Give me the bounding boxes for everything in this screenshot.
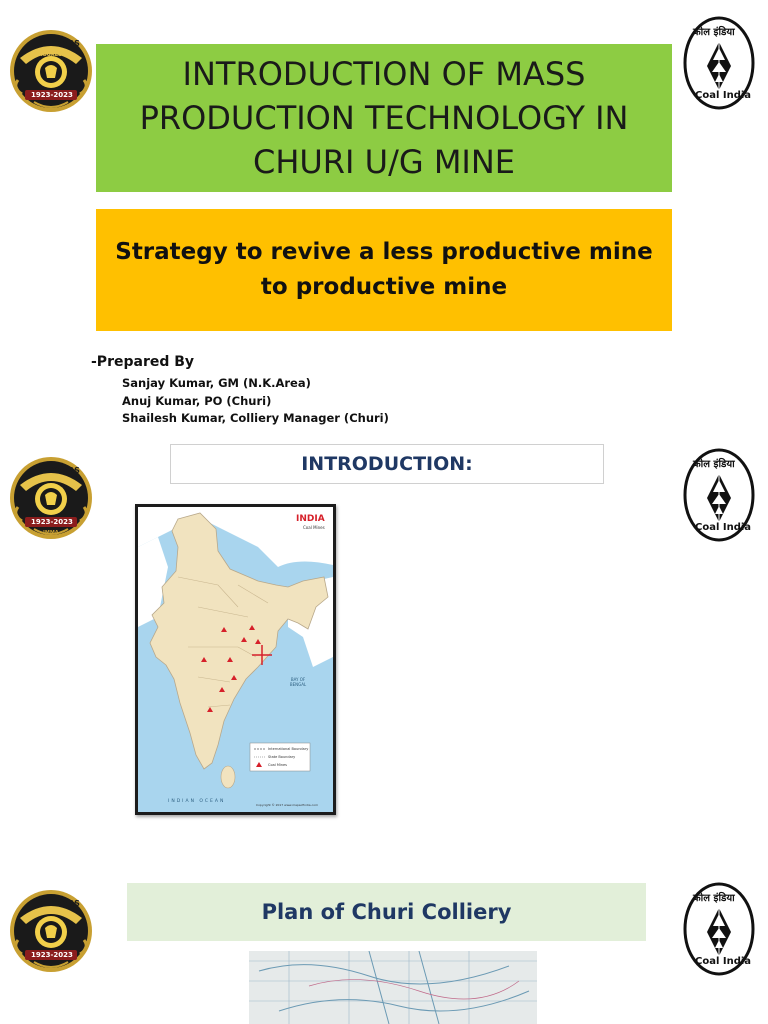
- coal-india-logo-english: Coal India: [695, 956, 752, 967]
- imma-logo-years: 1923-2023: [31, 91, 73, 99]
- coal-india-logo-hindi: कोल इंडिया: [693, 27, 735, 38]
- coal-india-logo-english: Coal India: [695, 90, 752, 101]
- imma-logo: [8, 28, 94, 119]
- imma-logo-years: 1923-2023: [31, 951, 73, 959]
- imma-logo-bottom: IMMA: [43, 530, 59, 536]
- slide-title: INTRODUCTION OF MASS PRODUCTION TECHNOLOGY IN CHURI U/G MINE: [139, 55, 629, 181]
- map-legend-item: International Boundary: [268, 747, 309, 751]
- coal-india-logo: [683, 448, 755, 547]
- plan-heading: Plan of Churi Colliery: [261, 900, 512, 924]
- author-line: Anuj Kumar, PO (Churi): [122, 394, 272, 408]
- slide-title-banner: [96, 44, 672, 192]
- map-title: INDIA: [296, 514, 325, 524]
- imma-logo-top-arc: 100 YEARS: [31, 899, 80, 908]
- introduction-heading-box: [170, 444, 604, 484]
- map-sea-label: INDIAN OCEAN: [168, 799, 226, 804]
- prepared-by-label: -Prepared By: [91, 354, 195, 370]
- map-bay-label: BAY OF BENGAL: [289, 677, 307, 687]
- imma-logo: [8, 888, 94, 979]
- coal-india-logo-hindi: कोल इंडिया: [693, 893, 735, 904]
- colliery-plan-image: [249, 951, 537, 1024]
- slide-subtitle: Strategy to revive a less productive mine to productive mine: [115, 239, 653, 300]
- plan-heading-box: [127, 883, 646, 941]
- imma-logo-middle: PROGRESS: [35, 52, 66, 58]
- map-legend-item: State Boundary: [268, 755, 296, 759]
- imma-logo-top-arc: 100 YEARS: [31, 39, 80, 48]
- author-line: Shailesh Kumar, Colliery Manager (Churi): [122, 411, 389, 425]
- india-coal-mines-map: [135, 504, 336, 815]
- introduction-heading: INTRODUCTION:: [301, 453, 473, 475]
- slide-subtitle-banner: [96, 209, 672, 331]
- coal-india-logo: [683, 16, 755, 115]
- imma-logo-top-arc: 100 YEARS: [31, 466, 80, 475]
- coal-india-logo: [683, 882, 755, 981]
- map-legend-item: Coal Mines: [268, 763, 288, 767]
- coal-india-logo-english: Coal India: [695, 522, 752, 533]
- imma-logo: [8, 455, 94, 546]
- coal-india-logo-hindi: कोल इंडिया: [693, 459, 735, 470]
- author-line: Sanjay Kumar, GM (N.K.Area): [122, 376, 311, 390]
- map-subtitle: Coal Mines: [303, 525, 325, 530]
- imma-logo-years: 1923-2023: [31, 518, 73, 526]
- map-credit: Copyright © 2017 www.mapsofindia.com: [256, 803, 318, 807]
